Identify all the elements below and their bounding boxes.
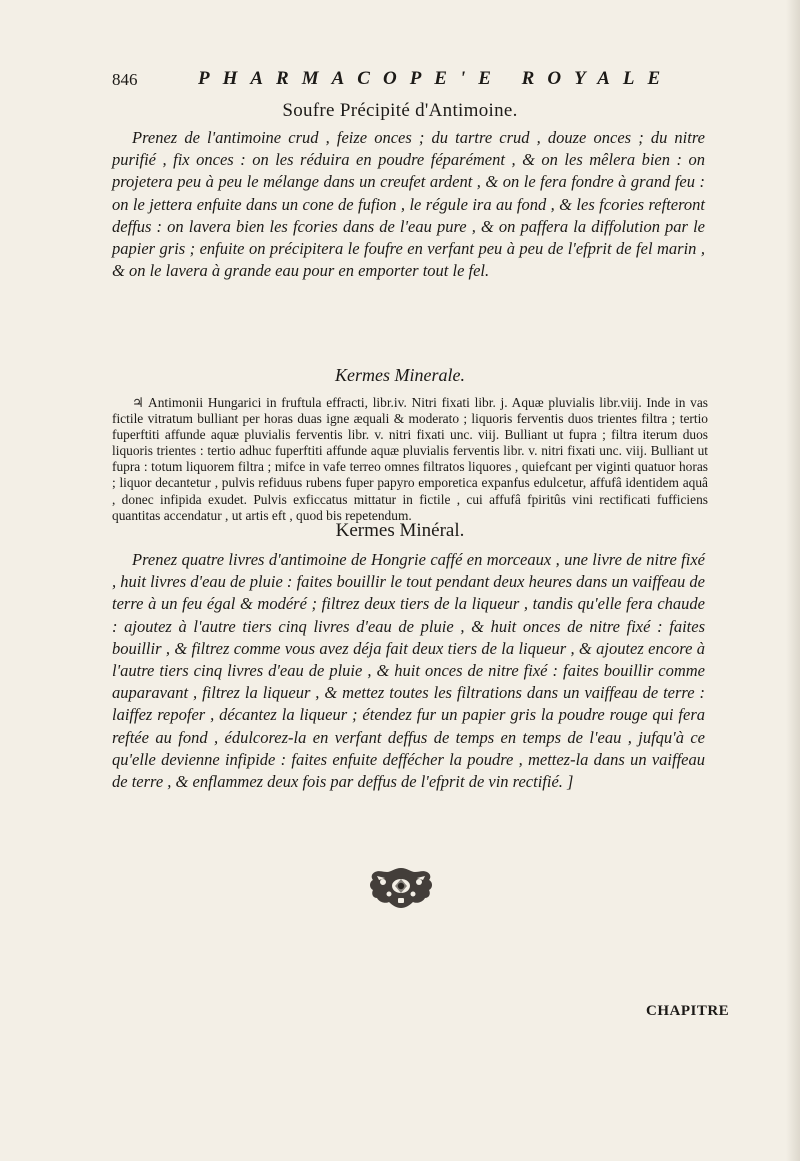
- page-edge-shadow: [786, 0, 800, 1161]
- running-head: [112, 68, 712, 92]
- catchword: CHAPITRE: [646, 1003, 730, 1019]
- french-heading: Kermes Minéral.: [335, 520, 465, 541]
- fleuron-ornament-icon: [365, 864, 437, 910]
- section-title: Soufre Précipité d'Antimoine.: [282, 100, 518, 121]
- latin-recipe: ♃ Antimonii Hungarici in fruftula effracti, libr.iv. Nitri fixati libr. j. Aquæ pluvialis libr.viij. Inde in vas fictile vitratum bulliant per horas duas igne æquali & moderato ; liquoris ferventis duos trientes filtra ; tertio fuperftiti affunde aquæ pluvialis ferventis libr. v. nitri fixati unc. viij. Bulliant ut fupra ; filtra iterum duos liquoris trientes : tertio adhuc fuperftiti affunde aquæ pluvialis ferventis libr. v. nitri fixati unc. viij. Bulliant ut fupra : totum liquorem filtra ; mifce in vafe terreo omnes filtratos liquores , quiefcant per viginti quatuor horas ; liquor decantetur , pulvis refiduus rubens fuper papyro emporetica expanfus edulcetur, affufâ identidem aquâ , donec infipida exudet. Pulvis exficcatus mittatur in fictile , cui affufâ fpiritûs vini rectificati fufficiens quantitas accendatur , ut artis eft , quod bis repetendum.: [112, 395, 708, 523]
- page-number: 846: [112, 70, 138, 89]
- french-recipe-soufre: Prenez de l'antimoine crud , feize onces ; du tartre crud , douze onces ; du nitre purifié , fix onces : on les réduira en poudre féparément , & on les mêlera bien : on projetera peu à peu le mélange dans un creufet ardent , & on le fera fondre à grand feu : on le jettera enfuite dans un cone de fufion , le régule ira au fond , & les fcories refteront deffus : on lavera bien les fcories dans de l'eau pure , & on paffera la diffolution par le papier gris ; enfuite on précipitera le foufre en verfant peu à peu de l'efprit de fel marin , & on le lavera à grande eau pour en emporter tout le fel.: [112, 128, 705, 281]
- running-title: PHARMACOPE'E ROYALE: [198, 68, 674, 89]
- latin-heading: Kermes Minerale.: [335, 365, 465, 385]
- french-recipe-kermes: Prenez quatre livres d'antimoine de Hongrie caffé en morceaux , une livre de nitre fixé , huit livres d'eau de pluie : faites bouillir le tout pendant deux heures dans un vaiffeau de terre à un feu égal & modéré ; filtrez deux tiers de la liqueur , tandis qu'elle fera chaude : ajoutez à l'autre tiers cinq livres d'eau de pluie , & huit onces de nitre fixé : faites bouillir , & filtrez comme vous avez déja fait deux tiers de la liqueur , & ajoutez encore à l'autre tiers cinq livres d'eau de pluie , & huit onces de nitre fixé : faites bouillir comme auparavant , filtrez la liqueur , & mettez toutes les filtrations dans un vaiffeau de terre : laiffez repofer , décantez la liqueur ; étendez fur un papier gris la poudre rouge qui fera reftée au fond , édulcorez-la en verfant deffus de temps en temps de l'eau , jufqu'à ce qu'elle devienne infipide : faites enfuite deffécher la poudre , mettez-la dans un vaiffeau de terre , & enflammez deux fois par deffus de l'efprit de vin rectifié. ]: [112, 550, 705, 792]
